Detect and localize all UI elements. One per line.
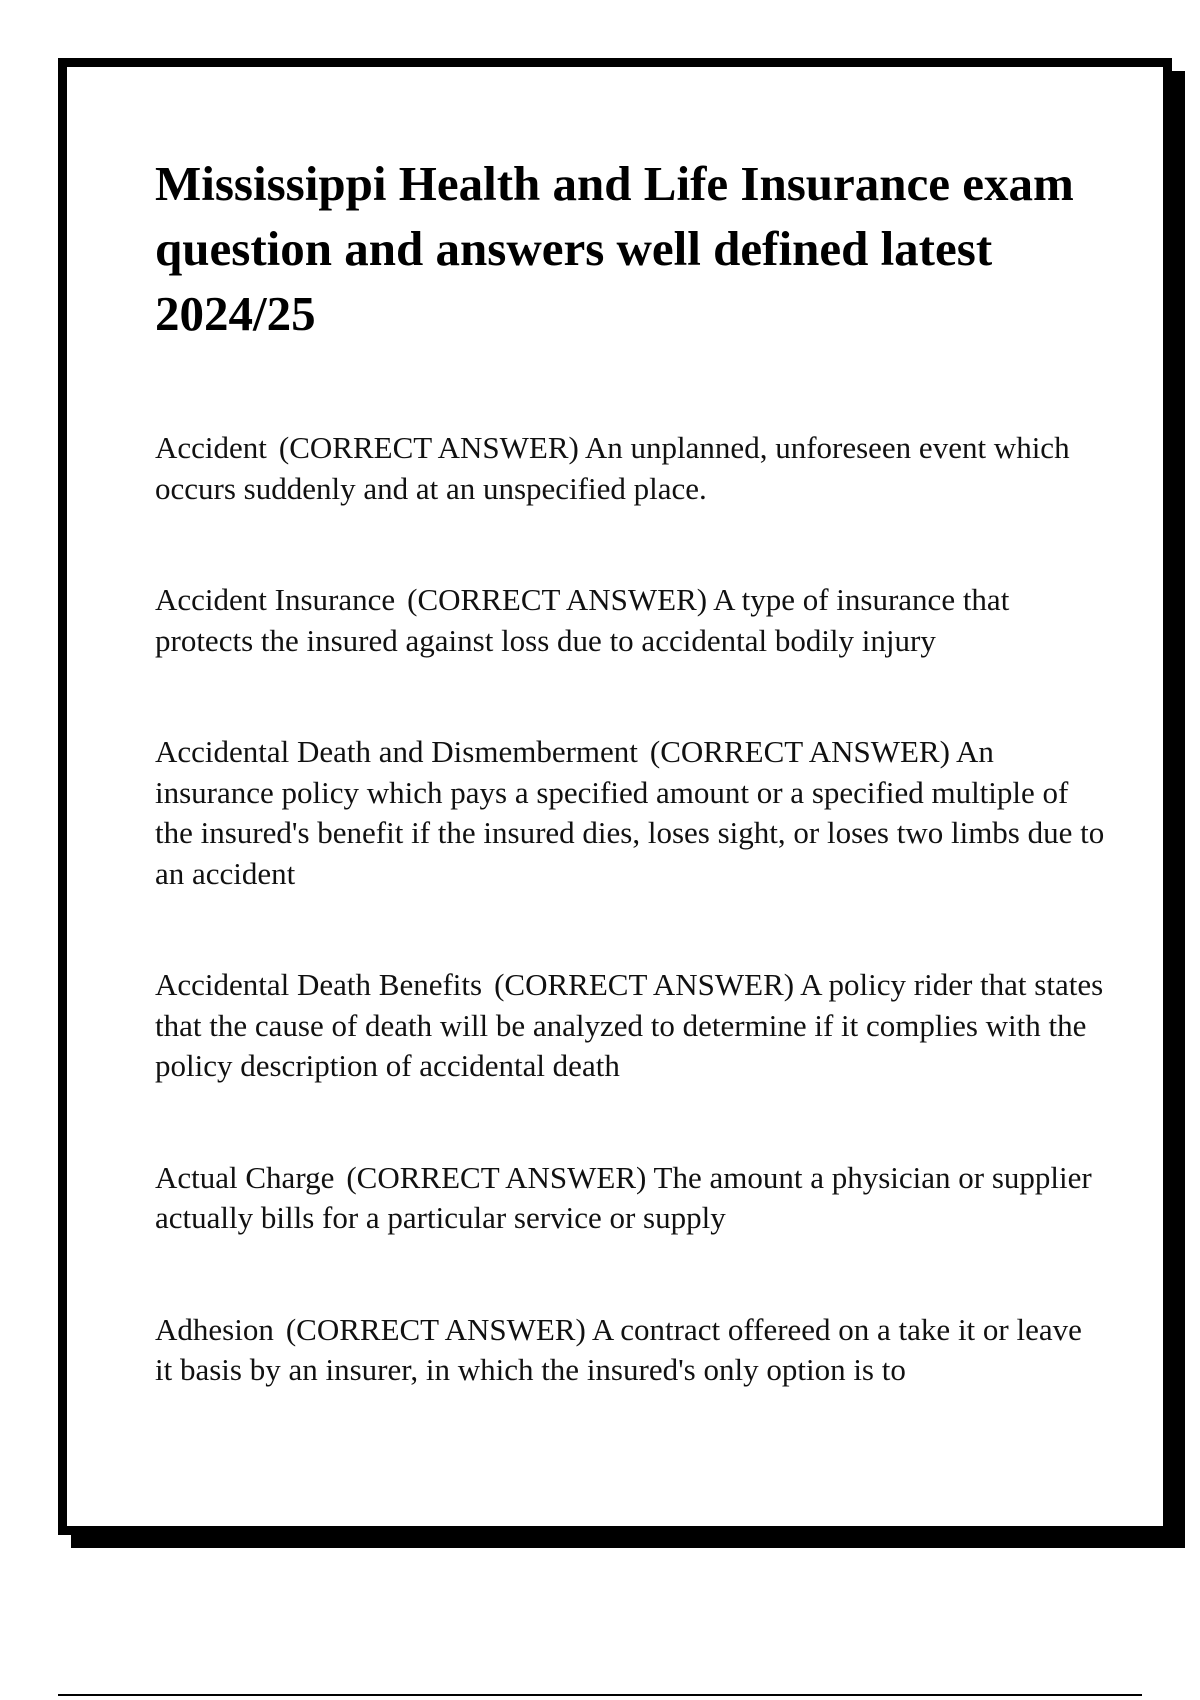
entry-term: Actual Charge	[155, 1159, 335, 1195]
page-content	[155, 151, 1105, 1462]
document-page	[58, 58, 1172, 1535]
answer-marker: (CORRECT ANSWER)	[278, 430, 579, 465]
qa-entry	[155, 965, 1105, 1087]
qa-entry	[155, 1310, 1105, 1391]
entry-term: Adhesion	[155, 1311, 274, 1347]
page-divider	[58, 1694, 1142, 1696]
entry-definition: An unplanned, unforeseen event which occurs suddenly and at an unspecified place.	[155, 430, 1070, 506]
qa-entry	[155, 1158, 1105, 1239]
entry-term: Accident	[155, 430, 267, 465]
entry-definition: A type of insurance that protects the insured against loss due to accidental bodily injury	[155, 582, 1010, 658]
qa-entry	[155, 732, 1105, 894]
answer-marker: (CORRECT ANSWER)	[407, 582, 708, 617]
answer-marker: (CORRECT ANSWER)	[494, 967, 795, 1002]
qa-entry	[155, 428, 1105, 509]
entry-term: Accidental Death Benefits	[155, 967, 483, 1002]
entry-definition: The amount a physician or supplier actually bills for a particular service or supply	[155, 1159, 1092, 1235]
qa-entry-list	[155, 428, 1105, 1391]
entry-term: Accidental Death and Dismemberment	[155, 734, 638, 769]
answer-marker: (CORRECT ANSWER)	[649, 734, 950, 769]
entry-definition: A contract offereed on a take it or leave it basis by an insurer, in which the insured's only option is to	[155, 1311, 1082, 1387]
document-title: Mississippi Health and Life Insurance exam question and answers well defined latest 2024/25	[155, 156, 1074, 341]
answer-marker: (CORRECT ANSWER)	[285, 1311, 586, 1347]
entry-definition: A policy rider that states that the cause of death will be analyzed to determine if it complies with the policy description of accidental death	[155, 967, 1104, 1083]
entry-term: Accident Insurance	[155, 582, 396, 617]
answer-marker: (CORRECT ANSWER)	[346, 1159, 647, 1195]
entry-definition: An insurance policy which pays a specified amount or a specified multiple of the insured's benefit if the insured dies, loses sight, or loses two limbs due to an accident	[155, 734, 1105, 891]
qa-entry	[155, 580, 1105, 661]
